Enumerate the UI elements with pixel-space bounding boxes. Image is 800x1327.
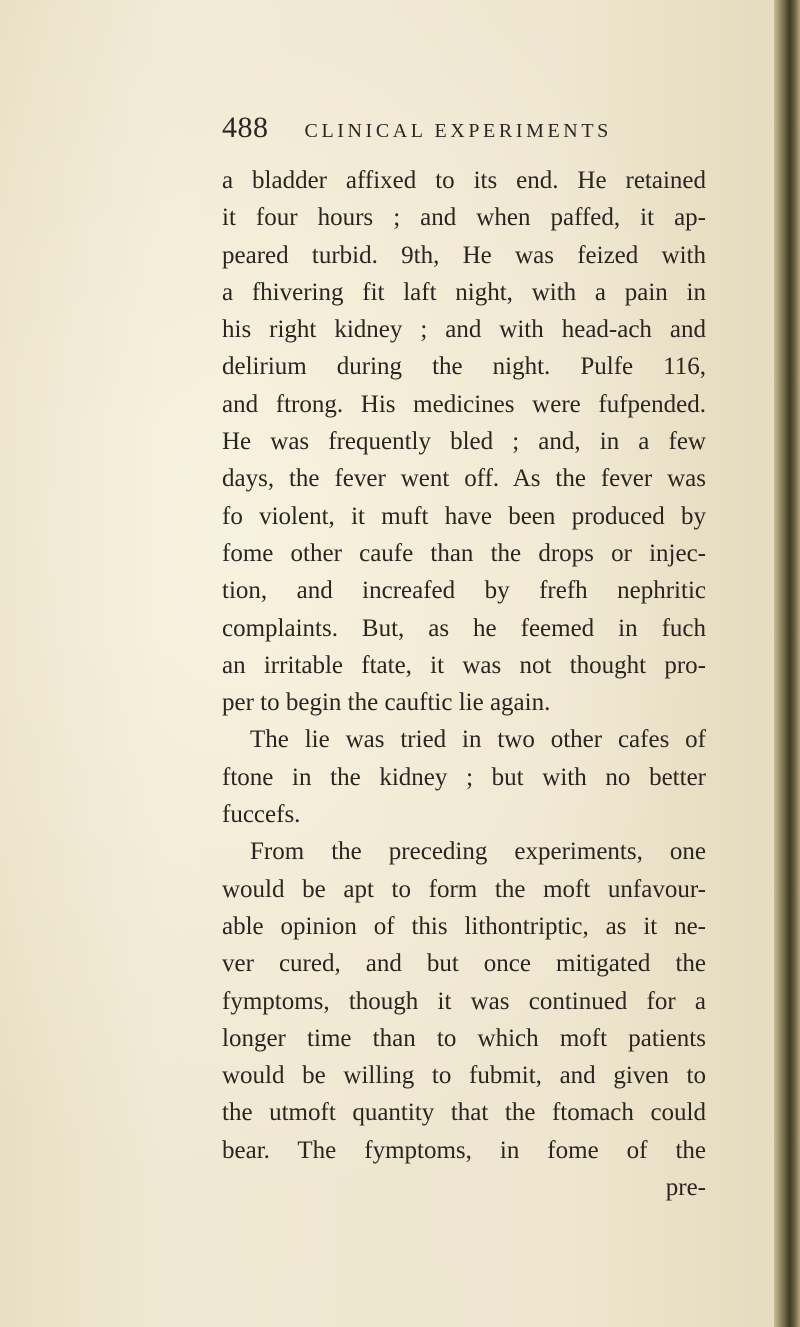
- running-head: [222, 111, 612, 151]
- text-line: a fhivering fit laft night, with a pain in: [222, 278, 706, 306]
- text-line: a bladder affixed to its end. He retained: [222, 167, 706, 194]
- text-line: fo violent, it muft have been produced by: [222, 502, 706, 530]
- text-line: would be willing to fubmit, and given to: [222, 1062, 706, 1090]
- body-text: [222, 162, 706, 1206]
- text-line: would be apt to form the moft unfavour-: [222, 875, 706, 903]
- text-line: and ftrong. His medicines were fufpended.: [222, 390, 706, 418]
- text-line: fuccefs.: [222, 801, 301, 829]
- text-line: peared turbid. 9th, He was feized with: [222, 241, 706, 269]
- text-line: it four hours ; and when paffed, it ap-: [222, 204, 706, 232]
- text-line: able opinion of this lithontriptic, as it ne-: [222, 912, 706, 940]
- text-line: tion, and increafed by frefh nephritic: [222, 577, 706, 605]
- text-line: He was frequently bled ; and, in a few: [222, 428, 706, 456]
- text-line: delirium during the night. Pulfe 116,: [222, 353, 706, 381]
- text-line: fome other caufe than the drops or injec-: [222, 539, 706, 567]
- running-title: CLINICAL EXPERIMENTS: [304, 120, 612, 142]
- text-line: days, the fever went off. As the fever was: [222, 465, 706, 493]
- text-line: The lie was tried in two other cafes of: [250, 726, 706, 754]
- text-line: his right kidney ; and with head-ach and: [222, 316, 706, 344]
- text-line: From the preceding experiments, one: [250, 838, 706, 866]
- page-binding-edge: [774, 0, 800, 1327]
- text-line: ver cured, and but once mitigated the: [222, 950, 706, 978]
- text-line: longer time than to which moft patients: [222, 1024, 706, 1052]
- text-line: the utmoft quantity that the ftomach could: [222, 1099, 706, 1127]
- catchword: pre-: [665, 1174, 706, 1202]
- text-line: fymptoms, though it was continued for a: [222, 987, 706, 1015]
- text-line: an irritable ftate, it was not thought pro-: [222, 651, 706, 679]
- text-line: ftone in the kidney ; but with no better: [222, 763, 706, 791]
- text-line: per to begin the cauftic lie again.: [222, 689, 551, 717]
- text-line: bear. The fymptoms, in fome of the: [222, 1136, 706, 1164]
- page-number: 488: [222, 111, 269, 144]
- text-line: complaints. But, as he feemed in fuch: [222, 614, 706, 642]
